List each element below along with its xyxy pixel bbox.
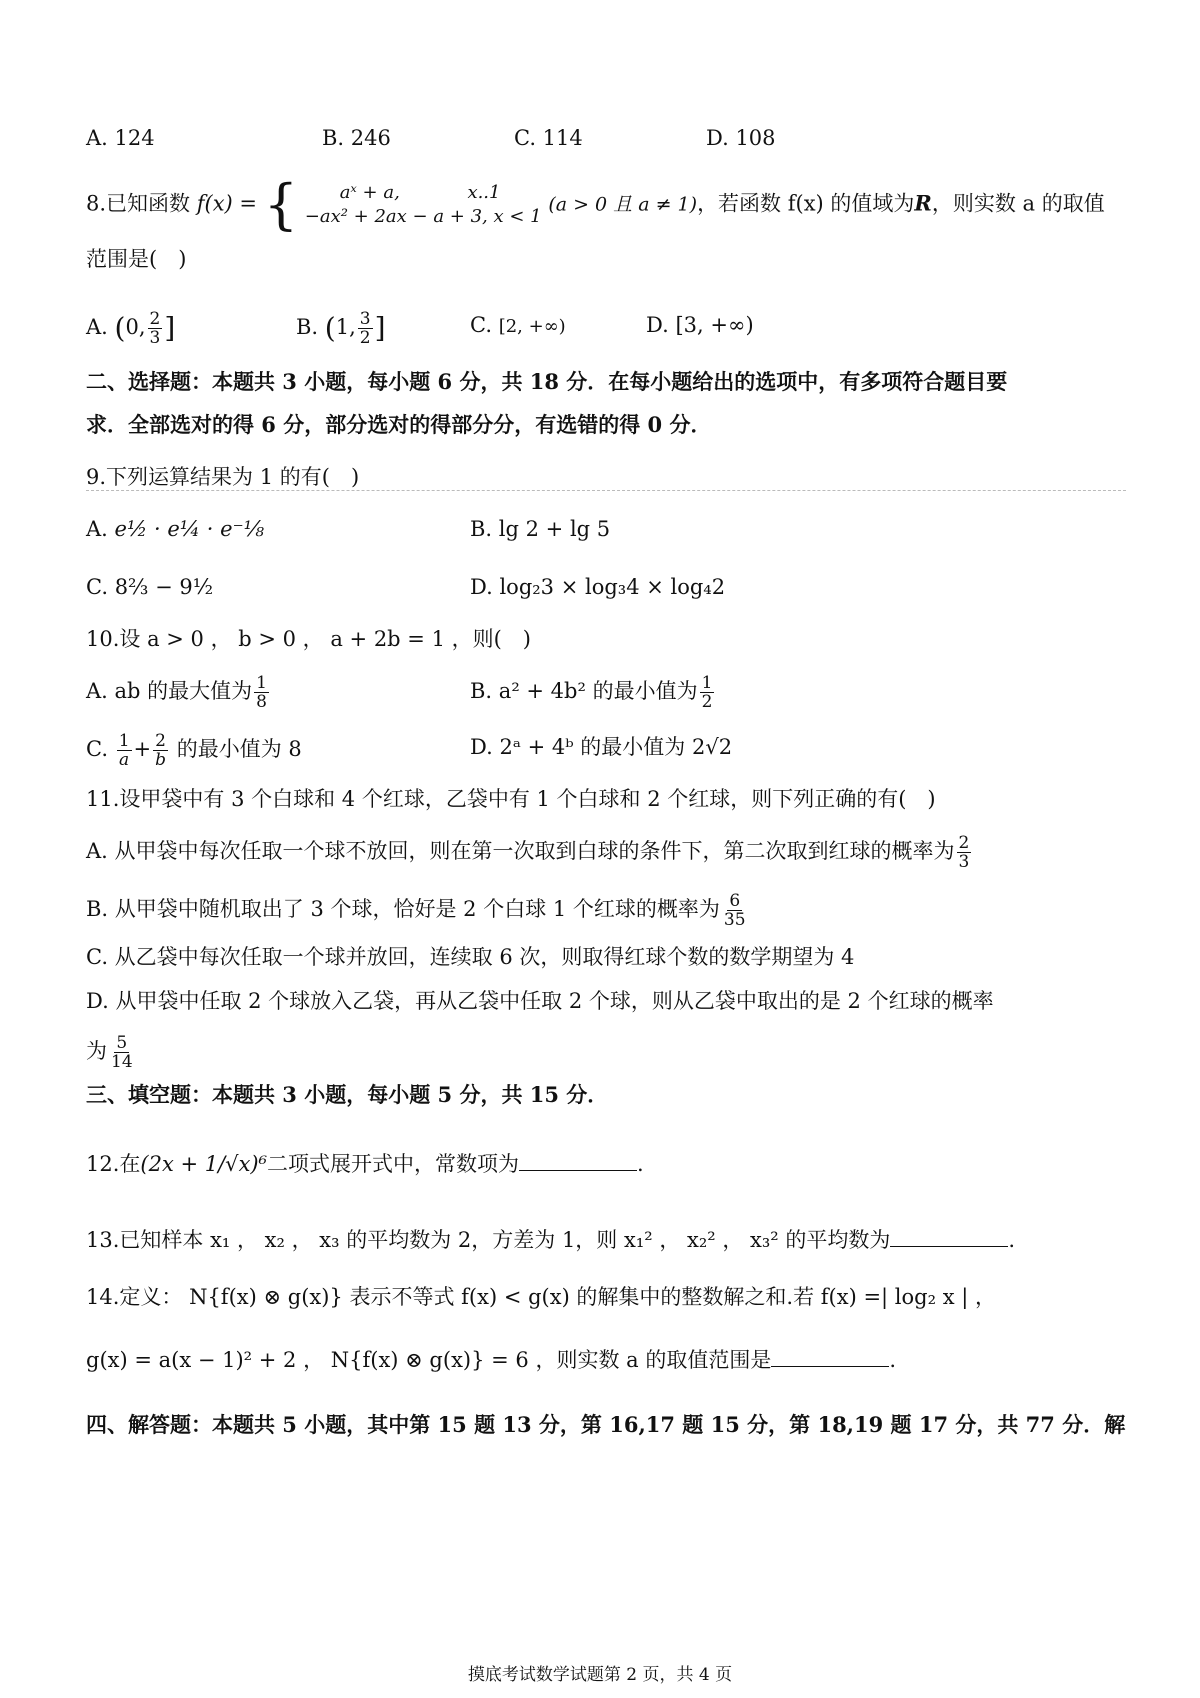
q11-option-d: D. 从甲袋中任取 2 个球放入乙袋，再从乙袋中任取 2 个球，则从乙袋中取出的是 2 个红球的概率 [86,989,994,1013]
q8-case2-expr: −ax² + 2ax − a + 3, [304,206,488,227]
q9-b-expr: lg 2 + lg 5 [498,517,611,541]
q8-c-label: C. [470,313,492,337]
q7-option-c: C. 114 [514,126,583,150]
q13-text: 13.已知样本 x₁ ， x₂ ， x₃ 的平均数为 2，方差为 1，则 x₁² ， x₂² ， x₃² 的平均数为 [86,1228,891,1252]
q8-option-d [646,310,754,340]
q8-b-frac: $\frac{3}{2}$ [359,309,371,348]
q9-c-expr: 8⅔ − 9½ [114,575,214,599]
q10-b-frac: $\frac{1}{2}$ [701,673,713,712]
q14-line1: 14.定义： N{f(x) ⊗ g(x)} 表示不等式 f(x) < g(x) 的解集中的整数解之和.若 f(x) =| log₂ x | ， [86,1285,996,1309]
q11-a-frac: $\frac{2}{3}$ [958,833,970,872]
q9-stem: 9.下列运算结果为 1 的有( ) [86,465,360,489]
q10-a-frac: $\frac{1}{8}$ [256,673,267,712]
q9-option-d: D. log₂3 × log₃4 × log₄2 [470,575,726,599]
q9-option-a: A. e½ · e¼ · e⁻⅛ [86,517,265,541]
q12: 12.在(2x + 1/√x)⁶二项式展开式中，常数项为 . [86,1148,644,1179]
q9-a-expr: e½ · e¼ · e⁻⅛ [114,517,265,541]
q8-piecewise [305,181,542,229]
q14-line2: g(x) = a(x − 1)² + 2 ， N{f(x) ⊗ g(x)} = 6 ，则实数 a 的取值范围是 . [86,1344,896,1375]
q8-prefix: 8.已知函数 [86,191,191,216]
q7-option-b: B. 246 [322,126,391,150]
q11-b-text: B. 从甲袋中随机取出了 3 个球，恰好是 2 个白球 1 个红球的概率为 [86,897,720,921]
q8-brace: { [263,173,299,236]
q10-option-d: D. 2ᵃ + 4ᵇ 的最小值为 2√2 [470,735,733,759]
q12-suffix: 二项式展开式中，常数项为 [267,1152,520,1176]
section4-heading: 四、解答题：本题共 5 小题，其中第 15 题 13 分，第 16,17 题 15 分，第 18,19 题 17 分，共 77 分．解 [86,1412,1126,1437]
q8-text-end: ，则实数 a 的取值 [931,191,1105,216]
q12-answer-blank[interactable] [519,1148,637,1171]
q10-c-text: 的最小值为 8 [176,737,302,761]
q14-text: g(x) = a(x − 1)² + 2 ， N{f(x) ⊗ g(x)} = 6 ，则实数 a 的取值范围是 [86,1348,772,1372]
q8-case1-expr: aˣ + a, [339,182,400,203]
q10-d-text: 2ᵃ + 4ᵇ 的最小值为 2√2 [499,735,733,759]
q8-d-value: [3, +∞) [675,313,754,337]
q11-a-text: A. 从甲袋中每次任取一个球不放回，则在第一次取到白球的条件下，第二次取到红球的概率为 [86,839,955,863]
q11-option-a [86,834,973,871]
q10-option-c: C. $\frac{1}{a}$ + $\frac{2}{b}$ 的最小值为 8 [86,731,302,770]
q8-a-left: 0, [125,315,146,339]
q11-option-d-line2: 为 $\frac{5}{14}$ [86,1033,133,1072]
q8-c-value: [2, +∞) [498,316,566,337]
q9-option-c: C. 8⅔ − 9½ [86,575,214,599]
section2-heading-line1: 二、选择题：本题共 3 小题，每小题 6 分，共 18 分．在每小题给出的选项中，有多项符合题目要 [86,369,1008,394]
q8-option-b: B. (1, $\frac{3}{2}$ ] [296,309,386,348]
q8-case1-cond: x..1 [467,182,501,203]
q13: 13.已知样本 x₁ ， x₂ ， x₃ 的平均数为 2，方差为 1，则 x₁² ， x₂² ， x₃² 的平均数为 . [86,1224,1015,1255]
q10-a-text: ab 的最大值为 [114,679,253,703]
q8-real-set: R [914,190,932,216]
q8-stem [86,173,1105,236]
q10-c-frac1: $\frac{1}{a}$ [118,731,130,770]
q10-c-frac2: $\frac{2}{b}$ [155,731,167,770]
q8-option-c [470,310,566,342]
q7-option-a: A. 124 [86,126,155,150]
q11-stem: 11.设甲袋中有 3 个白球和 4 个红球，乙袋中有 1 个白球和 2 个红球，则下列正确的有( ) [86,787,936,811]
q12-expr: (2x + 1/√x)⁶ [140,1152,268,1176]
section3-heading: 三、填空题：本题共 3 小题，每小题 5 分，共 15 分． [86,1082,609,1107]
q9-option-b: B. lg 2 + lg 5 [470,517,611,541]
q10-b-text: a² + 4b² 的最小值为 [498,679,698,703]
q10-option-a: A. ab 的最大值为 $\frac{1}{8}$ [86,673,267,712]
section2-heading-line2: 求．全部选对的得 6 分，部分选对的得部分分，有选错的得 0 分． [86,412,712,437]
q8-a-frac: $\frac{2}{3}$ [149,309,161,348]
q8-case2-cond: x < 1 [493,206,542,227]
q13-answer-blank[interactable] [890,1224,1008,1247]
q8-d-label: D. [646,313,669,337]
q11-d-frac: $\frac{5}{14}$ [111,1033,133,1072]
q7-option-d: D. 108 [706,126,776,150]
q8-text-mid: ，若函数 f(x) 的值域为 [697,191,915,216]
q8-func: f(x) = [196,191,258,216]
q11-b-frac: $\frac{6}{35}$ [723,891,746,930]
q8-a-label: A. [86,315,108,339]
q8-b-left: 1, [335,315,356,339]
page-footer: 摸底考试数学试题第 2 页，共 4 页 [467,1665,733,1685]
q11-option-c: C. 从乙袋中每次任取一个球并放回，连续取 6 次，则取得红球个数的数学期望为 4 [86,945,855,969]
q10-option-b: B. a² + 4b² 的最小值为 $\frac{1}{2}$ [470,673,713,712]
q8-b-label: B. [296,315,319,339]
q10-stem: 10.设 a > 0 ， b > 0 ， a + 2b = 1 ，则( ) [86,627,531,651]
q9-d-expr: log₂3 × log₃4 × log₄2 [499,575,726,599]
q8-option-a: A. (0, $\frac{2}{3}$ ] [86,309,176,348]
q11-option-b [86,892,750,929]
q8-line2: 范围是( ) [86,247,187,271]
q12-prefix: 12.在 [86,1152,141,1176]
q8-condition: (a > 0 且 a ≠ 1) [548,193,698,216]
q14-answer-blank[interactable] [771,1344,889,1367]
